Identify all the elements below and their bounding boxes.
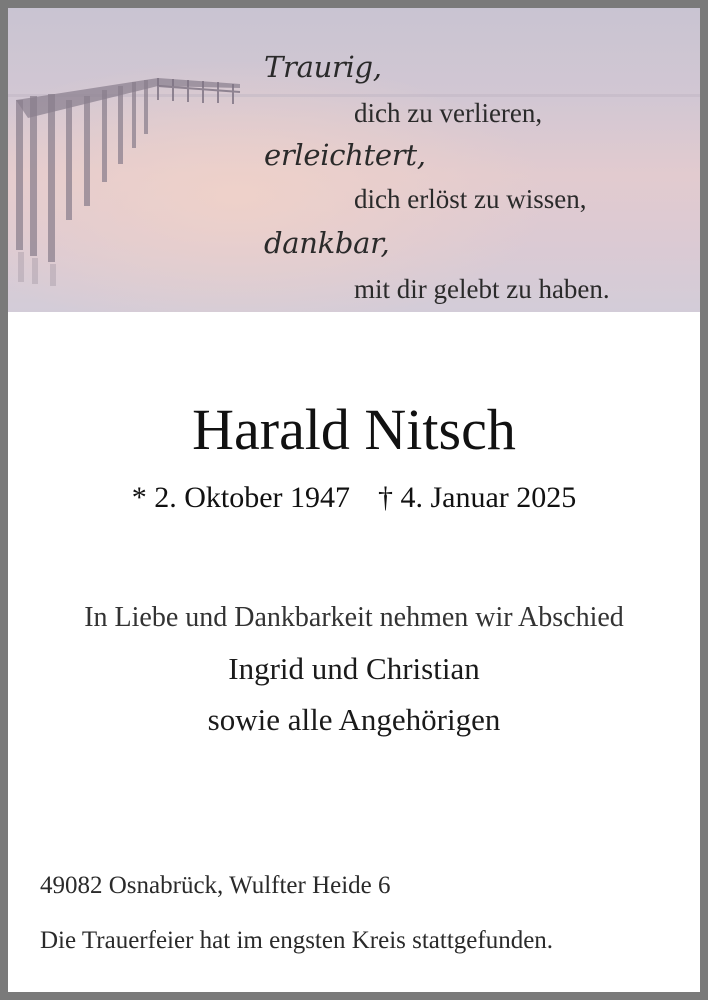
birth-date: * 2. Oktober 1947	[131, 481, 350, 514]
poem-line-verlieren: dich zu verlieren,	[354, 98, 543, 128]
obituary-card	[8, 8, 700, 992]
poem-line-wissen: dich erlöst zu wissen,	[354, 184, 587, 214]
poem-line-dankbar: dankbar,	[264, 226, 390, 260]
farewell-intro: In Liebe und Dankbarkeit nehmen wir Abschied	[84, 602, 624, 633]
poem-line-traurig: Traurig,	[264, 50, 382, 84]
poem-line-erleichtert: erleichtert,	[264, 138, 426, 172]
poem-line-gelebt: mit dir gelebt zu haben.	[354, 274, 610, 304]
deceased-name: Harald Nitsch	[192, 397, 516, 462]
address: 49082 Osnabrück, Wulfter Heide 6	[40, 872, 391, 899]
death-date: † 4. Januar 2025	[378, 481, 577, 514]
poem	[8, 8, 700, 312]
funeral-note: Die Trauerfeier hat im engsten Kreis stattgefunden.	[40, 927, 554, 954]
mourner-names: Ingrid und Christian	[228, 651, 480, 686]
mourner-relatives: sowie alle Angehörigen	[207, 702, 501, 737]
header-banner	[8, 8, 700, 312]
life-dates	[8, 481, 700, 515]
